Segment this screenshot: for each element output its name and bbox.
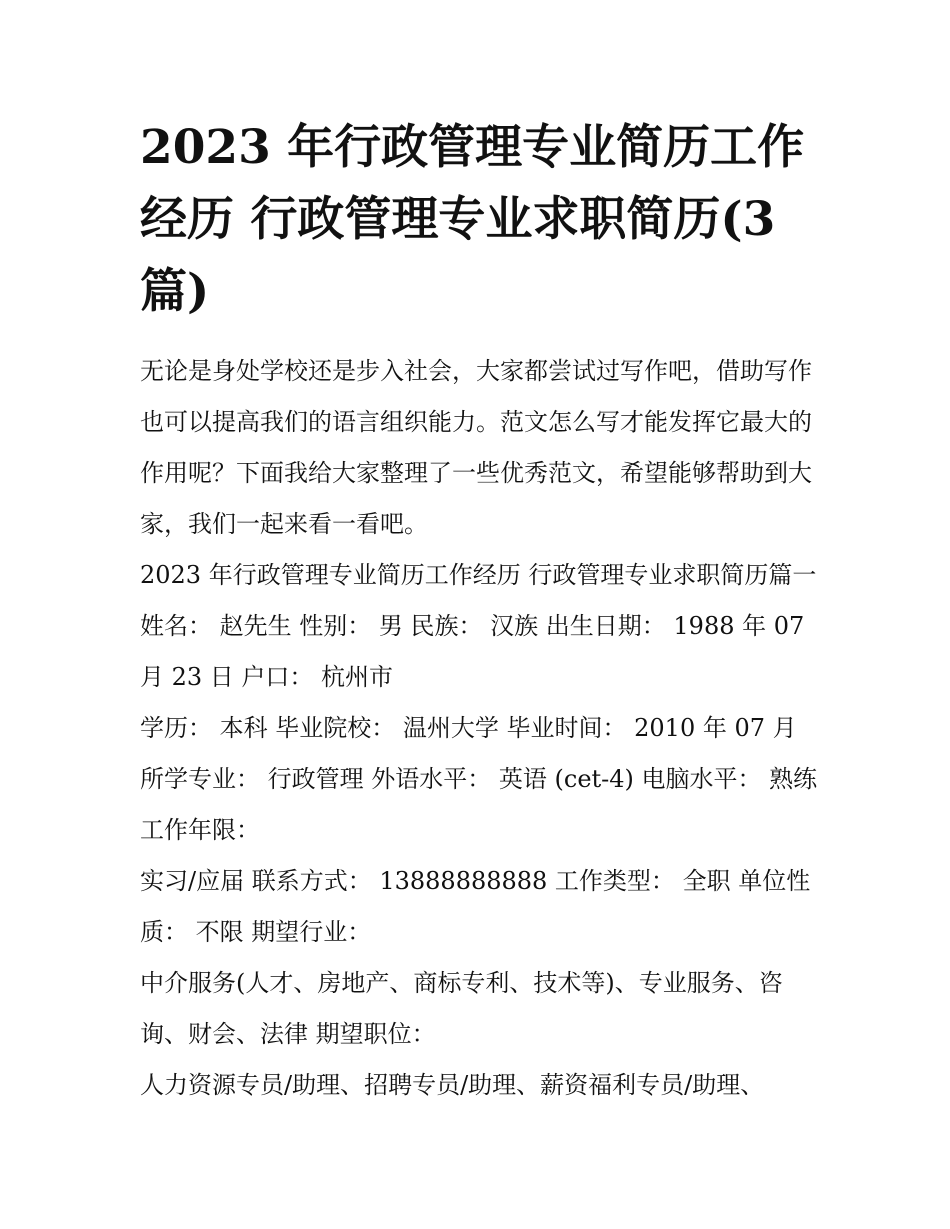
intro-paragraph: 无论是身处学校还是步入社会，大家都尝试过写作吧，借助写作也可以提高我们的语言组织能力。范文怎么写才能发挥它最大的作用呢？下面我给大家整理了一些优秀范文，希望能够帮助到大家，我们一起来看一看吧。 bbox=[140, 357, 812, 538]
document-page bbox=[140, 112, 820, 1111]
resume-education-info: 学历： 本科 毕业院校： 温州大学 毕业时间： 2010 年 07 月 所学专业： 行政管理 外语水平： 英语 (cet-4) 电脑水平： 熟练 工作年限： bbox=[140, 714, 818, 844]
document-body bbox=[140, 346, 820, 1111]
resume-basic-info: 2023 年行政管理专业简历工作经历 行政管理专业求职简历篇一 姓名： 赵先生 性别： 男 民族： 汉族 出生日期： 1988 年 07 月 23 日 户口： 杭州市 bbox=[140, 561, 817, 691]
resume-contact-info: 实习/应届 联系方式： 13888888888 工作类型： 全职 单位性质： 不限 期望行业： bbox=[140, 867, 811, 946]
document-title: 2023 年行政管理专业简历工作经历 行政管理专业求职简历(3篇) bbox=[140, 120, 805, 319]
resume-position-info: 人力资源专员/助理、招聘专员/助理、薪资福利专员/助理、 bbox=[140, 1071, 765, 1099]
resume-industry-info: 中介服务(人才、房地产、商标专利、技术等)、专业服务、咨询、财会、法律 期望职位： bbox=[140, 969, 783, 1048]
